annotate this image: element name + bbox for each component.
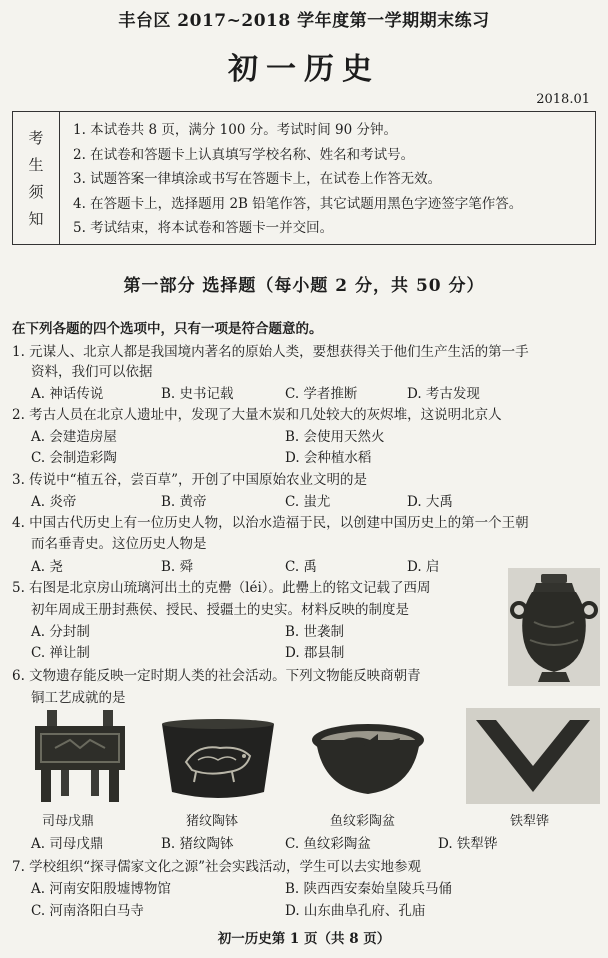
exam-date: 2018.01 xyxy=(536,92,590,107)
artifact-caption: 猪纹陶钵 xyxy=(186,814,239,829)
question-2-option-c: C. 会制造彩陶 xyxy=(31,450,117,466)
question-3-stem: 3. 传说中“植五谷，尝百草”，开创了中国原始农业文明的是 xyxy=(12,472,367,488)
question-4-stem: 4. 中国古代历史上有一位历史人物，以治水造福于民，以创建中国历史上的第一个王朝 xyxy=(12,515,529,531)
notice-item: 2. 在试卷和答题卡上认真填写学校名称、姓名和考试号。 xyxy=(73,146,415,163)
question-5-option-a: A. 分封制 xyxy=(31,624,90,640)
question-1-stem-cont: 资料，我们可以依据 xyxy=(31,364,153,380)
bronze-lei-vessel-icon xyxy=(508,568,600,686)
question-7-option-c: C. 河南洛阳白马寺 xyxy=(31,903,144,919)
question-5-stem-cont: 初年周成王册封燕侯、授民、授疆土的史实。材料反映的制度是 xyxy=(31,602,409,618)
notice-label-char: 生 xyxy=(28,156,44,174)
question-4-option-d: D. 启 xyxy=(407,559,440,575)
question-3-option-a: A. 炎帝 xyxy=(31,494,77,510)
pig-pattern-bowl-icon xyxy=(158,716,278,804)
question-2-option-b: B. 会使用天然火 xyxy=(285,429,385,445)
question-5-option-d: D. 郡县制 xyxy=(285,645,345,661)
artifact-caption: 司母戊鼎 xyxy=(42,814,95,829)
question-6-stem: 6. 文物遗存能反映一定时期人类的社会活动。下列文物能反映商朝青 xyxy=(12,668,421,684)
question-5-option-c: C. 禅让制 xyxy=(31,645,90,661)
question-4-option-c: C. 禹 xyxy=(285,559,317,575)
question-7-stem: 7. 学校组织“探寻儒家文化之源”社会实践活动，学生可以去实地参观 xyxy=(12,859,421,875)
iron-plowshare-icon xyxy=(466,708,600,804)
question-7-option-b: B. 陕西西安秦始皇陵兵马俑 xyxy=(285,881,453,897)
notice-item: 3. 试题答案一律填涂或书写在答题卡上，在试卷上作答无效。 xyxy=(73,171,442,187)
fish-pattern-basin-icon xyxy=(308,720,428,804)
exam-title: 丰台区 2017~2018 学年度第一学期期末练习 xyxy=(118,11,490,31)
question-6-stem-cont: 铜工艺成就的是 xyxy=(31,690,126,706)
question-4-option-b: B. 舜 xyxy=(161,559,194,575)
question-3-option-d: D. 大禹 xyxy=(407,494,453,510)
question-6-option-b: B. 猪纹陶钵 xyxy=(161,836,234,852)
question-5-option-b: B. 世袭制 xyxy=(285,624,345,640)
question-4-stem-cont: 而名垂青史。这位历史人物是 xyxy=(31,536,207,552)
question-7-option-a: A. 河南安阳殷墟博物馆 xyxy=(31,881,171,897)
subject-title: 初一历史 xyxy=(228,52,380,87)
notice-label xyxy=(13,112,60,244)
question-2-stem: 2. 考古人员在北京人遗址中，发现了大量木炭和几处较大的灰烬堆，这说明北京人 xyxy=(12,407,502,423)
question-2-option-a: A. 会建造房屋 xyxy=(31,429,117,445)
page-footer: 初一历史第 1 页（共 8 页） xyxy=(217,931,391,947)
question-7-option-d: D. 山东曲阜孔府、孔庙 xyxy=(285,903,426,919)
section-instruction: 在下列各题的四个选项中，只有一项是符合题意的。 xyxy=(12,321,323,337)
notice-item: 5. 考试结束，将本试卷和答题卡一并交回。 xyxy=(73,220,334,236)
exam-notice-box xyxy=(12,111,596,245)
question-6-option-d: D. 铁犁铧 xyxy=(438,836,498,852)
question-4-option-a: A. 尧 xyxy=(31,559,63,575)
notice-item: 4. 在答题卡上，选择题用 2B 铅笔作答，其它试题用黑色字迹签字笔作答。 xyxy=(73,195,523,212)
artifact-caption: 鱼纹彩陶盆 xyxy=(330,814,396,829)
artifact-caption: 铁犁铧 xyxy=(510,814,550,829)
question-1-option-c: C. 学者推断 xyxy=(285,386,358,402)
notice-label-char: 知 xyxy=(28,210,44,228)
notice-label-char: 考 xyxy=(28,129,44,147)
notice-item: 1. 本试卷共 8 页，满分 100 分。考试时间 90 分钟。 xyxy=(73,122,397,138)
question-3-option-c: C. 蚩尤 xyxy=(285,494,331,510)
notice-list xyxy=(73,118,593,241)
question-2-option-d: D. 会种植水稻 xyxy=(285,450,372,466)
question-5-stem: 5. 右图是北京房山琉璃河出土的克罍（léi）。此罍上的铭文记载了西周 xyxy=(12,580,431,596)
question-6-option-a: A. 司母戊鼎 xyxy=(31,836,104,852)
question-3-option-b: B. 黄帝 xyxy=(161,494,207,510)
question-1-option-d: D. 考古发现 xyxy=(407,386,480,402)
question-1-option-b: B. 史书记载 xyxy=(161,386,234,402)
question-1-option-a: A. 神话传说 xyxy=(31,386,104,402)
question-6-option-c: C. 鱼纹彩陶盆 xyxy=(285,836,371,852)
ding-cauldron-icon xyxy=(25,708,135,804)
question-1-stem: 1. 元谋人、北京人都是我国境内著名的原始人类，要想获得关于他们生产生活的第一手 xyxy=(12,344,529,360)
part-title: 第一部分 选择题（每小题 2 分，共 50 分） xyxy=(123,276,485,296)
notice-label-char: 须 xyxy=(28,183,44,201)
